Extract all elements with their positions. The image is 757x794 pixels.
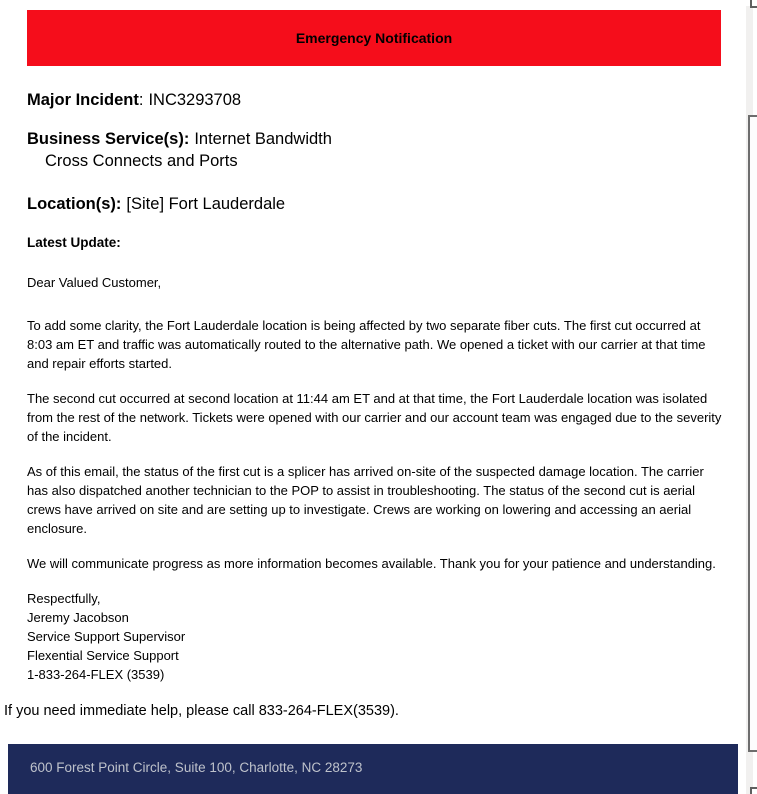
scrollbar-thumb[interactable] (748, 115, 757, 752)
emergency-banner (27, 10, 721, 66)
business-service-label: Business Service(s): (27, 130, 190, 148)
body-paragraph: We will communicate progress as more information becomes available. Thank you for your patience and understanding. (27, 556, 716, 571)
business-service-line1 (27, 129, 722, 150)
major-incident-field (27, 90, 722, 111)
greeting: Dear Valued Customer, (27, 275, 162, 290)
major-incident-label: Major Incident (27, 91, 139, 109)
major-incident-value: INC3293708 (148, 91, 242, 109)
footer-address: 600 Forest Point Circle, Suite 100, Charlotte, NC 28273 (30, 760, 363, 775)
signature-title: Service Support Supervisor (27, 629, 186, 644)
email-body (4, 66, 722, 720)
scroll-up-button[interactable] (750, 0, 757, 8)
body-paragraph: The second cut occurred at second location at 11:44 am ET and at that time, the Fort Lauderdale location was isolated from the rest of the network. Tickets were opened with our carrier and our account team was engaged due to the severity of the incident. (27, 391, 722, 444)
location-field (27, 194, 722, 215)
latest-update-label: Latest Update: (27, 235, 121, 250)
location-value: [Site] Fort Lauderdale (126, 195, 286, 213)
help-line: If you need immediate help, please call 833-264-FLEX(3539). (4, 703, 399, 719)
body-paragraph: As of this email, the status of the first cut is a splicer has arrived on-site of the suspected damage location. The carrier has also dispatched another technician to the POP to assist in troubleshooting. The status of the second cut is aerial crews have arrived on site and are setting up to investigate. Crews are working on lowering and accessing an aerial enclosure. (27, 464, 704, 536)
scroll-down-button[interactable] (750, 787, 757, 794)
business-service-field (27, 129, 722, 172)
signature-phone: 1-833-264-FLEX (3539) (27, 667, 165, 682)
signature-company: Flexential Service Support (27, 648, 179, 663)
business-service-value: Internet Bandwidth (194, 130, 332, 148)
signature-block (27, 589, 722, 684)
banner-title: Emergency Notification (295, 30, 453, 46)
footer-bar (8, 744, 738, 794)
signature-name: Jeremy Jacobson (27, 610, 129, 625)
body-paragraph: To add some clarity, the Fort Lauderdale location is being affected by two separate fiber cuts. The first cut occurred at 8:03 am ET and traffic was automatically routed to the alternative path. We opened a ticket with our carrier at that time and repair efforts started. (27, 318, 706, 371)
business-service-line2: Cross Connects and Ports (45, 152, 238, 170)
signature-closing: Respectfully, (27, 591, 101, 606)
location-label: Location(s): (27, 195, 122, 213)
major-incident-separator: : (138, 91, 144, 109)
